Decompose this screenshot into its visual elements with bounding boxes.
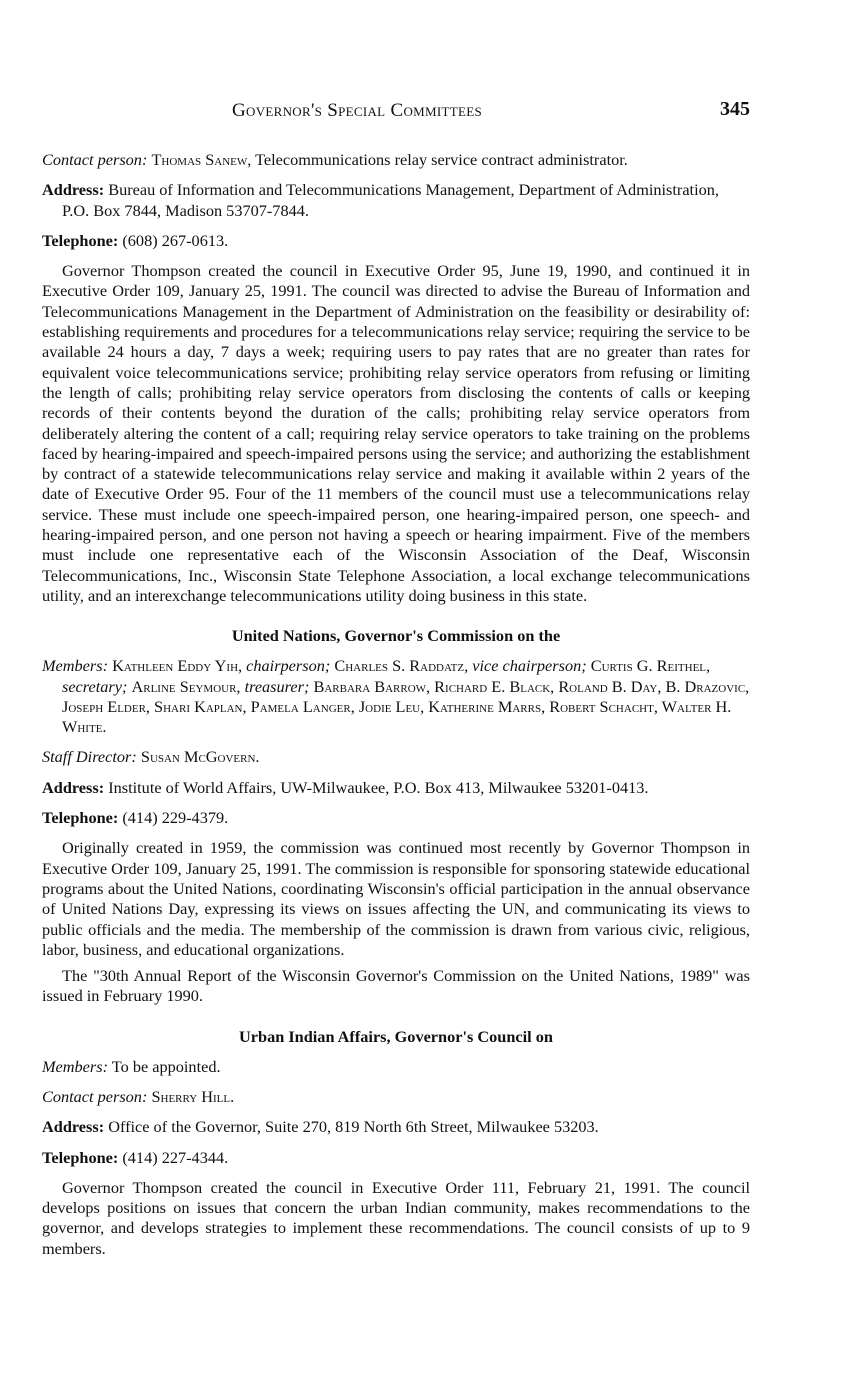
- contact-role: , Telecommunications relay service contract administrator.: [247, 150, 628, 169]
- body-paragraph: Governor Thompson created the council in Executive Order 111, February 21, 1991. The council develops positions on issues that concern the urban Indian community, makes recommendations to the governor, and develops strategies to implement these recommendations. The council consists of up to 9 members.: [42, 1177, 750, 1258]
- contact-label: Contact person:: [42, 1086, 148, 1106]
- staff-label: Staff Director:: [42, 747, 137, 767]
- telephone: [42, 1148, 750, 1168]
- address-label: Address:: [42, 777, 105, 797]
- member-role: , secretary;: [62, 656, 711, 696]
- telephone-value: (414) 227-4344.: [122, 1147, 229, 1167]
- telephone-label: Telephone:: [42, 808, 119, 828]
- member-list: Barbara Barrow, Richard E. Black, Roland B. Day, B. Drazovic, Joseph Elder, Shari Kaplan, Pamela Langer, Jodie Leu, Katherine Marrs, Robert Schacht, Walter H. White.: [62, 676, 750, 737]
- contact-name: Thomas Sanew: [151, 150, 248, 169]
- section-heading: United Nations, Governor's Commission on the: [231, 626, 561, 646]
- running-title: Governor's Special Committees: [232, 100, 482, 121]
- member-role: , vice chairperson;: [464, 656, 587, 676]
- address-label: Address:: [42, 180, 105, 200]
- members-label: Members:: [42, 656, 109, 676]
- contact-person: [42, 150, 750, 170]
- body-paragraph: Governor Thompson created the council in Executive Order 95, June 19, 1990, and continued it in Executive Order 109, January 25, 1991. The council was directed to advise the Bureau of Information and Telecommunications Management in the Department of Administration on the feasibility or desirability of: establishing requirements and procedures for a telecommunications relay service; requiring the service to be available 24 hours a day, 7 days a week; requiring users to pay rates that are no greater than rates for equivalent voice telecommunications service; prohibiting relay service operators from refusing or limiting the length of calls; prohibiting relay service operators from disclosing the contents of calls or keeping records of their contents beyond the duration of the calls; prohibiting relay service operators from deliberately altering the content of a call; requiring relay service operators to take training on the problems faced by hearing-impaired and speech-impaired persons using the service; and authorizing the establishment by contract of a statewide telecommunications relay service and making it available within 2 years of the date of Executive Order 95. Four of the 11 members of the council must use a telecommunications relay service. These must include one speech-impaired person, one hearing-impaired person, one speech- and hearing-impaired person, and one person not having a speech or hearing impairment. Five of the members must include one representative each of the Wisconsin Association of the Deaf, Wisconsin Telecommunications, Inc., Wisconsin State Telephone Association, a local exchange telecommunications utility, and an interexchange telecommunications utility doing business in this state.: [42, 261, 750, 605]
- address-label: Address:: [42, 1117, 105, 1137]
- address: [42, 180, 750, 221]
- address: [42, 778, 750, 798]
- telephone: [42, 231, 750, 251]
- page-content: [42, 150, 750, 1265]
- address-value: Office of the Governor, Suite 270, 819 North 6th Street, Milwaukee 53203.: [108, 1117, 599, 1137]
- member-role: , chairperson;: [238, 656, 331, 676]
- address: [42, 1117, 750, 1137]
- staff-name: Susan McGovern.: [140, 747, 260, 767]
- address-value: Institute of World Affairs, UW-Milwaukee, P.O. Box 413, Milwaukee 53201-0413.: [108, 777, 649, 797]
- member-name: Arline Seymour: [131, 676, 237, 696]
- members: [42, 1057, 750, 1077]
- body-paragraph: The "30th Annual Report of the Wisconsin Governor's Commission on the United Nations, 1989" was issued in February 1990.: [42, 966, 750, 1006]
- page-header: [40, 100, 750, 130]
- contact-label: Contact person:: [42, 150, 148, 169]
- section-heading: Urban Indian Affairs, Governor's Council on: [239, 1026, 553, 1046]
- contact-name: Sherry Hill.: [151, 1086, 235, 1106]
- address-value: Bureau of Information and Telecommunications Management, Department of Administration, P.O. Box 7844, Madison 53707-7844.: [62, 180, 719, 220]
- staff-director: [42, 747, 750, 767]
- member-name: Curtis G. Reithel: [590, 656, 707, 676]
- telephone-label: Telephone:: [42, 1147, 119, 1167]
- members-label: Members:: [42, 1056, 109, 1076]
- telephone-value: (414) 229-4379.: [122, 808, 229, 828]
- contact-person: [42, 1087, 750, 1107]
- telephone: [42, 808, 750, 828]
- members-value: To be appointed.: [111, 1056, 221, 1076]
- member-role: , treasurer;: [236, 676, 310, 696]
- member-name: Charles S. Raddatz: [334, 656, 465, 676]
- telephone-value: (608) 267-0613.: [122, 230, 229, 250]
- telephone-label: Telephone:: [42, 230, 119, 250]
- member-name: Kathleen Eddy Yih: [112, 656, 239, 676]
- body-paragraph: Originally created in 1959, the commission was continued most recently by Governor Thompson in Executive Order 109, January 25, 1991. The commission is responsible for sponsoring statewide educational programs about the United Nations, coordinating Wisconsin's official participation in the annual observance of United Nations Day, expressing its views on issues affecting the UN, and communicating its views to public officials and the media. The membership of the commission is drawn from various civic, religious, labor, business, and educational organizations.: [42, 838, 750, 959]
- members: [42, 656, 750, 737]
- page-number: 345: [720, 98, 750, 120]
